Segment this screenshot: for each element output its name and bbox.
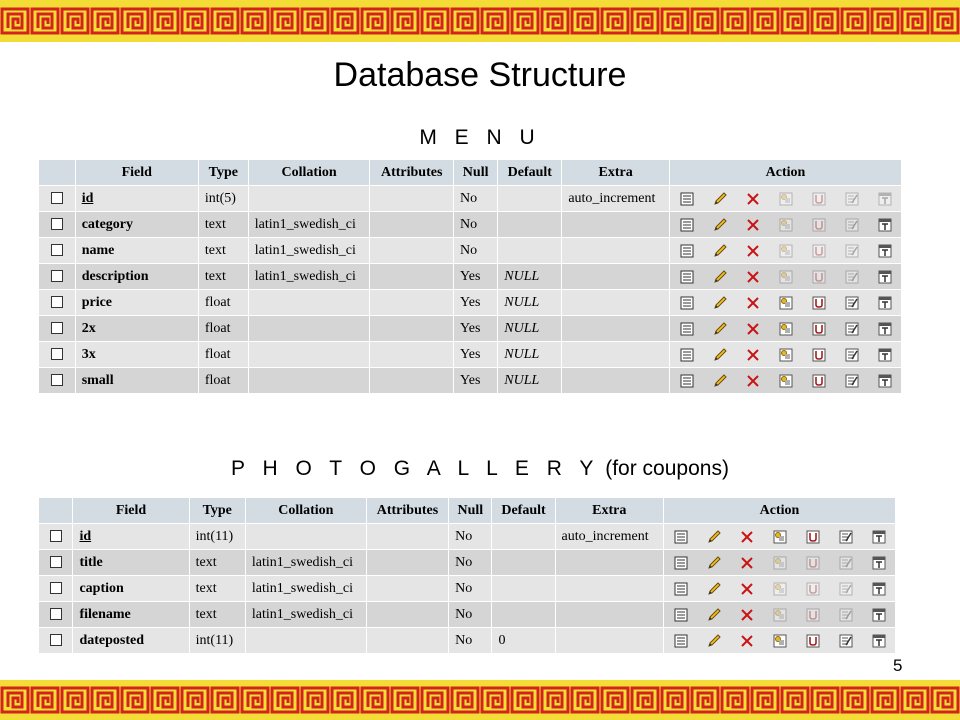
row-checkbox[interactable]: [51, 296, 63, 308]
field-collation: latin1_swedish_ci: [249, 264, 370, 289]
field-default: [498, 186, 561, 211]
drop-x-icon[interactable]: [736, 316, 769, 341]
row-checkbox[interactable]: [51, 374, 63, 386]
row-select-cell: [39, 212, 75, 237]
edit-pencil-icon[interactable]: [703, 290, 736, 315]
browse-icon[interactable]: [670, 368, 703, 393]
field-extra: [562, 368, 669, 393]
primary-key-icon[interactable]: [763, 524, 796, 549]
greek-key-border-bottom: [0, 680, 960, 720]
field-attributes: [367, 576, 448, 601]
row-select-cell: [39, 368, 75, 393]
browse-icon[interactable]: [670, 290, 703, 315]
field-collation: latin1_swedish_ci: [249, 238, 370, 263]
row-actions: [670, 342, 901, 367]
column-header-attributes: Attributes: [370, 160, 453, 185]
primary-key-icon: [769, 186, 802, 211]
field-null: Yes: [454, 368, 497, 393]
index-icon: [829, 576, 862, 601]
index-icon: [835, 264, 868, 289]
table-row: [39, 264, 901, 289]
row-select-cell: [39, 186, 75, 211]
table-header-row: [39, 498, 895, 523]
field-null: Yes: [454, 264, 497, 289]
field-type: text: [199, 238, 248, 263]
field-null: No: [449, 602, 491, 627]
row-checkbox[interactable]: [51, 218, 63, 230]
greek-key-border-top: [0, 0, 960, 42]
field-collation: [249, 316, 370, 341]
column-header-collation: Collation: [249, 160, 370, 185]
row-actions: [664, 550, 895, 575]
field-attributes: [370, 264, 453, 289]
unique-icon[interactable]: [802, 316, 835, 341]
row-checkbox[interactable]: [51, 322, 63, 334]
fulltext-icon[interactable]: [868, 212, 901, 237]
row-select-cell: [39, 576, 72, 601]
field-type: text: [190, 576, 245, 601]
row-actions: [664, 628, 895, 653]
drop-x-icon[interactable]: [730, 550, 763, 575]
menu-section-title: [0, 126, 960, 150]
browse-icon[interactable]: [664, 602, 697, 627]
unique-icon: [802, 238, 835, 263]
primary-key-icon: [763, 550, 796, 575]
field-extra: [562, 264, 669, 289]
field-extra: [562, 342, 669, 367]
field-null: No: [449, 550, 491, 575]
fulltext-icon[interactable]: [868, 316, 901, 341]
fulltext-icon[interactable]: [862, 602, 895, 627]
row-actions: [670, 212, 901, 237]
field-null: No: [449, 576, 491, 601]
table-row: [39, 316, 901, 341]
field-name[interactable]: id: [73, 524, 188, 549]
table-row: [39, 628, 895, 653]
field-name: description: [76, 264, 198, 289]
browse-icon[interactable]: [670, 238, 703, 263]
field-default: [492, 602, 554, 627]
drop-x-icon[interactable]: [736, 238, 769, 263]
field-null: No: [454, 238, 497, 263]
unique-icon[interactable]: [802, 368, 835, 393]
fulltext-icon: [868, 186, 901, 211]
column-header-collation: Collation: [246, 498, 366, 523]
edit-pencil-icon[interactable]: [697, 524, 730, 549]
field-collation: [246, 628, 366, 653]
fulltext-icon[interactable]: [862, 576, 895, 601]
select-column-header: [39, 498, 72, 523]
row-checkbox[interactable]: [50, 556, 62, 568]
browse-icon[interactable]: [664, 524, 697, 549]
edit-pencil-icon[interactable]: [697, 550, 730, 575]
column-header-default: Default: [492, 498, 554, 523]
field-extra: [562, 290, 669, 315]
browse-icon[interactable]: [670, 316, 703, 341]
row-checkbox[interactable]: [50, 530, 62, 542]
field-name: name: [76, 238, 198, 263]
field-default: NULL: [498, 368, 561, 393]
menu-structure-table: [38, 159, 902, 394]
field-attributes: [370, 186, 453, 211]
browse-icon[interactable]: [670, 186, 703, 211]
field-null: No: [454, 212, 497, 237]
index-icon: [829, 602, 862, 627]
field-default: [492, 576, 554, 601]
primary-key-icon[interactable]: [769, 290, 802, 315]
primary-key-icon[interactable]: [769, 316, 802, 341]
field-type: int(11): [190, 524, 245, 549]
gallery-heading: P H O T O G A L L E R Y: [231, 457, 600, 480]
field-null: Yes: [454, 290, 497, 315]
index-icon[interactable]: [835, 342, 868, 367]
drop-x-icon[interactable]: [736, 368, 769, 393]
drop-x-icon[interactable]: [730, 602, 763, 627]
field-extra: [562, 316, 669, 341]
column-header-extra: Extra: [562, 160, 669, 185]
field-null: Yes: [454, 316, 497, 341]
drop-x-icon[interactable]: [736, 212, 769, 237]
edit-pencil-icon[interactable]: [703, 264, 736, 289]
index-icon[interactable]: [829, 628, 862, 653]
field-attributes: [370, 212, 453, 237]
row-checkbox[interactable]: [51, 348, 63, 360]
row-checkbox[interactable]: [50, 582, 62, 594]
field-collation: [249, 368, 370, 393]
field-default: 0: [492, 628, 554, 653]
field-null: Yes: [454, 342, 497, 367]
primary-key-icon: [763, 602, 796, 627]
row-actions: [670, 186, 901, 211]
row-actions: [664, 576, 895, 601]
edit-pencil-icon[interactable]: [703, 186, 736, 211]
field-default: NULL: [498, 264, 561, 289]
primary-key-icon[interactable]: [769, 368, 802, 393]
field-collation: latin1_swedish_ci: [246, 602, 366, 627]
fulltext-icon[interactable]: [868, 290, 901, 315]
row-select-cell: [39, 264, 75, 289]
table-row: [39, 238, 901, 263]
row-checkbox[interactable]: [50, 608, 62, 620]
browse-icon[interactable]: [670, 342, 703, 367]
field-type: text: [199, 264, 248, 289]
unique-icon: [796, 550, 829, 575]
column-header-action: Action: [670, 160, 901, 185]
field-name: 3x: [76, 342, 198, 367]
fulltext-icon[interactable]: [862, 628, 895, 653]
drop-x-icon[interactable]: [736, 342, 769, 367]
field-collation: [249, 290, 370, 315]
field-attributes: [370, 368, 453, 393]
unique-icon[interactable]: [802, 290, 835, 315]
field-null: No: [454, 186, 497, 211]
table-row: [39, 342, 901, 367]
fulltext-icon[interactable]: [862, 550, 895, 575]
column-header-field: Field: [76, 160, 198, 185]
table-header-row: [39, 160, 901, 185]
column-header-attributes: Attributes: [367, 498, 448, 523]
field-default: [498, 212, 561, 237]
field-collation: latin1_swedish_ci: [246, 550, 366, 575]
row-select-cell: [39, 342, 75, 367]
index-icon: [835, 186, 868, 211]
edit-pencil-icon[interactable]: [697, 602, 730, 627]
unique-icon: [802, 212, 835, 237]
unique-icon[interactable]: [802, 342, 835, 367]
row-checkbox[interactable]: [51, 270, 63, 282]
row-actions: [664, 602, 895, 627]
gallery-section-title: [0, 457, 960, 481]
drop-x-icon[interactable]: [730, 524, 763, 549]
column-header-default: Default: [498, 160, 561, 185]
field-name: filename: [73, 602, 188, 627]
menu-heading: M E N U: [419, 126, 541, 149]
drop-x-icon[interactable]: [730, 576, 763, 601]
field-name: title: [73, 550, 188, 575]
fulltext-icon[interactable]: [868, 342, 901, 367]
row-actions: [670, 316, 901, 341]
page-number: 5: [893, 656, 903, 675]
field-type: text: [190, 602, 245, 627]
field-extra: auto_increment: [562, 186, 669, 211]
field-attributes: [370, 290, 453, 315]
column-header-field: Field: [73, 498, 188, 523]
row-actions: [670, 290, 901, 315]
row-select-cell: [39, 602, 72, 627]
field-extra: [556, 576, 663, 601]
column-header-extra: Extra: [556, 498, 663, 523]
field-collation: latin1_swedish_ci: [249, 212, 370, 237]
edit-pencil-icon[interactable]: [703, 316, 736, 341]
fulltext-icon[interactable]: [862, 524, 895, 549]
index-icon: [835, 212, 868, 237]
field-name: price: [76, 290, 198, 315]
field-collation: [246, 524, 366, 549]
row-select-cell: [39, 316, 75, 341]
field-name: caption: [73, 576, 188, 601]
index-icon[interactable]: [835, 290, 868, 315]
primary-key-icon[interactable]: [769, 342, 802, 367]
edit-pencil-icon[interactable]: [703, 212, 736, 237]
field-attributes: [367, 628, 448, 653]
gallery-heading-sub: (for coupons): [599, 457, 729, 480]
table-row: [39, 524, 895, 549]
row-actions: [670, 238, 901, 263]
edit-pencil-icon[interactable]: [703, 342, 736, 367]
field-attributes: [367, 550, 448, 575]
field-type: float: [199, 290, 248, 315]
field-default: NULL: [498, 290, 561, 315]
field-type: int(5): [199, 186, 248, 211]
table-row: [39, 550, 895, 575]
index-icon: [829, 550, 862, 575]
field-type: float: [199, 368, 248, 393]
field-extra: [562, 238, 669, 263]
unique-icon: [796, 602, 829, 627]
edit-pencil-icon[interactable]: [703, 238, 736, 263]
field-name[interactable]: id: [76, 186, 198, 211]
index-icon: [835, 238, 868, 263]
field-type: float: [199, 316, 248, 341]
field-extra: [556, 550, 663, 575]
table-row: [39, 602, 895, 627]
field-default: [492, 524, 554, 549]
field-type: text: [199, 212, 248, 237]
field-name: small: [76, 368, 198, 393]
edit-pencil-icon[interactable]: [703, 368, 736, 393]
field-extra: [556, 628, 663, 653]
fulltext-icon[interactable]: [868, 264, 901, 289]
row-actions: [664, 524, 895, 549]
primary-key-icon: [769, 264, 802, 289]
field-type: int(11): [190, 628, 245, 653]
row-actions: [670, 264, 901, 289]
unique-icon: [802, 264, 835, 289]
field-collation: [249, 342, 370, 367]
drop-x-icon[interactable]: [736, 264, 769, 289]
row-checkbox[interactable]: [50, 634, 62, 646]
browse-icon[interactable]: [664, 550, 697, 575]
browse-icon[interactable]: [670, 264, 703, 289]
field-default: [492, 550, 554, 575]
drop-x-icon[interactable]: [736, 290, 769, 315]
field-type: text: [190, 550, 245, 575]
table-row: [39, 368, 901, 393]
row-select-cell: [39, 238, 75, 263]
select-column-header: [39, 160, 75, 185]
table-row: [39, 212, 901, 237]
primary-key-icon: [769, 238, 802, 263]
field-default: [498, 238, 561, 263]
field-default: NULL: [498, 342, 561, 367]
photo-gallery-structure-table: [38, 497, 896, 654]
field-null: No: [449, 524, 491, 549]
row-select-cell: [39, 628, 72, 653]
drop-x-icon[interactable]: [730, 628, 763, 653]
unique-icon: [796, 576, 829, 601]
primary-key-icon: [763, 576, 796, 601]
column-header-null: Null: [454, 160, 497, 185]
field-type: float: [199, 342, 248, 367]
row-checkbox[interactable]: [51, 192, 63, 204]
field-attributes: [370, 238, 453, 263]
column-header-action: Action: [664, 498, 895, 523]
drop-x-icon[interactable]: [736, 186, 769, 211]
row-select-cell: [39, 524, 72, 549]
field-attributes: [367, 602, 448, 627]
row-select-cell: [39, 550, 72, 575]
table-row: [39, 576, 895, 601]
field-collation: [249, 186, 370, 211]
table-row: [39, 290, 901, 315]
row-actions: [670, 368, 901, 393]
unique-icon[interactable]: [796, 628, 829, 653]
table-row: [39, 186, 901, 211]
field-null: No: [449, 628, 491, 653]
field-attributes: [370, 316, 453, 341]
field-extra: [556, 602, 663, 627]
column-header-null: Null: [449, 498, 491, 523]
fulltext-icon[interactable]: [868, 368, 901, 393]
primary-key-icon[interactable]: [763, 628, 796, 653]
field-name: dateposted: [73, 628, 188, 653]
index-icon[interactable]: [835, 368, 868, 393]
row-checkbox[interactable]: [51, 244, 63, 256]
edit-pencil-icon[interactable]: [697, 576, 730, 601]
field-extra: auto_increment: [556, 524, 663, 549]
column-header-type: Type: [199, 160, 248, 185]
fulltext-icon[interactable]: [868, 238, 901, 263]
field-extra: [562, 212, 669, 237]
primary-key-icon: [769, 212, 802, 237]
field-collation: latin1_swedish_ci: [246, 576, 366, 601]
index-icon[interactable]: [835, 316, 868, 341]
field-default: NULL: [498, 316, 561, 341]
index-icon[interactable]: [829, 524, 862, 549]
field-attributes: [367, 524, 448, 549]
column-header-type: Type: [190, 498, 245, 523]
unique-icon[interactable]: [796, 524, 829, 549]
unique-icon: [802, 186, 835, 211]
browse-icon[interactable]: [670, 212, 703, 237]
browse-icon[interactable]: [664, 576, 697, 601]
field-attributes: [370, 342, 453, 367]
page-title: Database Structure: [333, 56, 627, 94]
field-name: 2x: [76, 316, 198, 341]
row-select-cell: [39, 290, 75, 315]
browse-icon[interactable]: [664, 628, 697, 653]
field-name: category: [76, 212, 198, 237]
edit-pencil-icon[interactable]: [697, 628, 730, 653]
